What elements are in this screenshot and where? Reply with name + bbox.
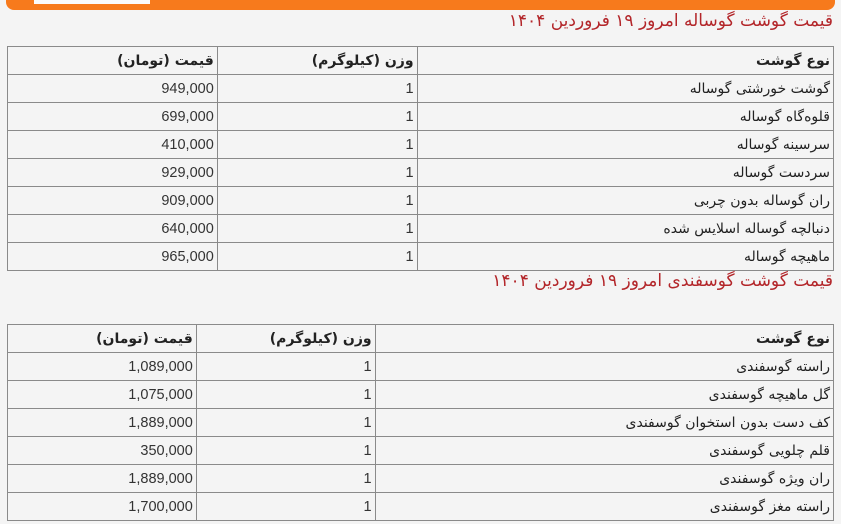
- veal-price-table: [7, 46, 834, 271]
- weight-cell: 1: [196, 493, 375, 521]
- table-row: [8, 243, 834, 271]
- weight-cell: 1: [196, 409, 375, 437]
- column-header-price: قیمت (تومان): [8, 325, 197, 353]
- veal-price-title: قیمت گوشت گوساله امروز ۱۹ فروردین ۱۴۰۴: [508, 11, 833, 31]
- column-header-weight: وزن (کیلوگرم): [196, 325, 375, 353]
- column-header-price: قیمت (تومان): [8, 47, 218, 75]
- table-header-row: [8, 47, 834, 75]
- weight-cell: 1: [217, 131, 417, 159]
- column-header-weight: وزن (کیلوگرم): [217, 47, 417, 75]
- lamb-price-table: [7, 324, 834, 521]
- weight-cell: 1: [217, 215, 417, 243]
- meat-type-cell: گل ماهیچه گوسفندی: [375, 381, 833, 409]
- table-row: [8, 493, 834, 521]
- meat-type-cell: دنبالچه گوساله اسلایس شده: [417, 215, 833, 243]
- meat-type-cell: ماهیچه گوساله: [417, 243, 833, 271]
- weight-cell: 1: [217, 75, 417, 103]
- meat-type-cell: ران ویژه گوسفندی: [375, 465, 833, 493]
- meat-type-cell: راسته مغز گوسفندی: [375, 493, 833, 521]
- meat-type-cell: قلوه‌گاه گوساله: [417, 103, 833, 131]
- price-cell: 350,000: [8, 437, 197, 465]
- price-cell: 1,075,000: [8, 381, 197, 409]
- weight-cell: 1: [217, 159, 417, 187]
- table-row: [8, 187, 834, 215]
- price-cell: 965,000: [8, 243, 218, 271]
- price-cell: 1,089,000: [8, 353, 197, 381]
- price-cell: 699,000: [8, 103, 218, 131]
- weight-cell: 1: [217, 103, 417, 131]
- table-row: [8, 409, 834, 437]
- top-accent-bar: [6, 0, 835, 10]
- table-row: [8, 353, 834, 381]
- meat-type-cell: کف دست بدون استخوان گوسفندی: [375, 409, 833, 437]
- table-row: [8, 131, 834, 159]
- table-row: [8, 75, 834, 103]
- column-header-type: نوع گوشت: [375, 325, 833, 353]
- table-row: [8, 381, 834, 409]
- weight-cell: 1: [196, 381, 375, 409]
- price-cell: 410,000: [8, 131, 218, 159]
- weight-cell: 1: [196, 465, 375, 493]
- meat-type-cell: قلم چلویی گوسفندی: [375, 437, 833, 465]
- weight-cell: 1: [217, 243, 417, 271]
- table-row: [8, 103, 834, 131]
- price-cell: 640,000: [8, 215, 218, 243]
- table-row: [8, 437, 834, 465]
- price-cell: 1,889,000: [8, 409, 197, 437]
- price-cell: 909,000: [8, 187, 218, 215]
- top-bar-white-segment: [34, 0, 150, 4]
- weight-cell: 1: [217, 187, 417, 215]
- lamb-price-title: قیمت گوشت گوسفندی امروز ۱۹ فروردین ۱۴۰۴: [492, 271, 833, 291]
- meat-type-cell: ران گوساله بدون چربی: [417, 187, 833, 215]
- price-cell: 949,000: [8, 75, 218, 103]
- price-cell: 1,889,000: [8, 465, 197, 493]
- table-row: [8, 159, 834, 187]
- weight-cell: 1: [196, 437, 375, 465]
- price-cell: 929,000: [8, 159, 218, 187]
- meat-type-cell: گوشت خورشتی گوساله: [417, 75, 833, 103]
- meat-type-cell: راسته گوسفندی: [375, 353, 833, 381]
- table-row: [8, 215, 834, 243]
- meat-type-cell: سرسینه گوساله: [417, 131, 833, 159]
- column-header-type: نوع گوشت: [417, 47, 833, 75]
- table-header-row: [8, 325, 834, 353]
- price-cell: 1,700,000: [8, 493, 197, 521]
- weight-cell: 1: [196, 353, 375, 381]
- meat-type-cell: سردست گوساله: [417, 159, 833, 187]
- table-row: [8, 465, 834, 493]
